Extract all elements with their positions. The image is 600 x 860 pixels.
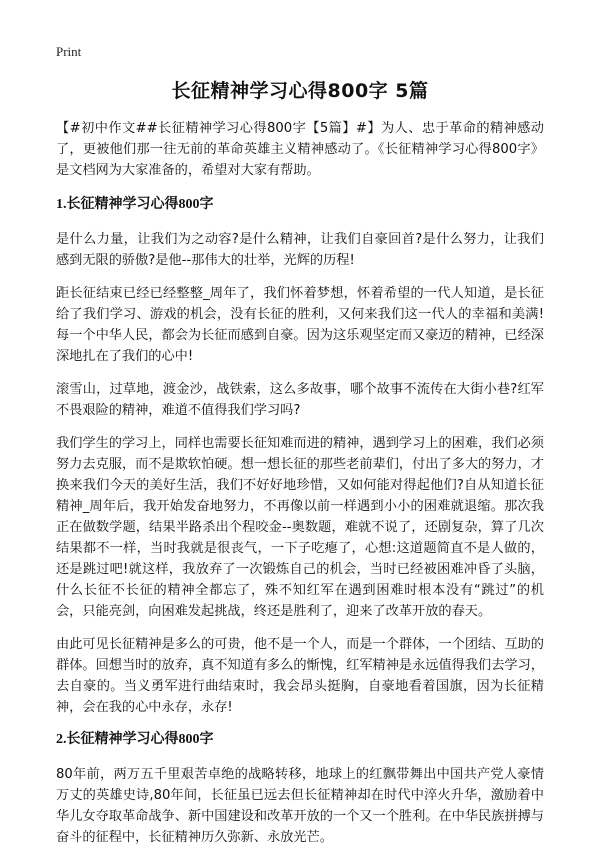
section-1-paragraph: 由此可见长征精神是多么的可贵，他不是一个人，而是一个群体，一个团结、互助的群体。回想当时的放弃，真不知道有多么的惭愧，红军精神是永远值得我们去学习，去自豪的。当义勇军进行曲结束时，我会昂头挺胸，自豪地看着国旗，因为长征精神，会在我的心中永存，永存! [56, 637, 544, 715]
section-1-paragraph: 我们学生的学习上，同样也需要长征知难而进的精神，遇到学习上的困难，我们必须努力去克服，而不是欺软怕硬。想一想长征的那些老前辈们，付出了多大的努力，才换来我们今天的美好生活，我们不好好地珍惜，又如何能对得起他们?自从知道长征精神_周年后，我开始发奋地努力，不再像以前一样遇到小小的困难就退缩。那次我正在做数学题，结果半路杀出个程咬金--奥数题，难就不说了，还剧复杂，算了几次结果都不一样，当时我就是很丧气，一下子吃瘪了，心想:这道题简直不是人做的，还是跳过吧!就这样，我放弃了一次锻炼自己的机会，当时已经被困难冲昏了头脑，什么长征不长征的精神全都忘了，殊不知红军在遇到困难时根本没有“跳过”的机会，只能亮剑，向困难发起挑战，终还是胜利了，迎来了改革开放的春天。 [56, 436, 544, 619]
section-1-paragraph: 距长征结束已经已经整整_周年了，我们怀着梦想，怀着希望的一代人知道，是长征给了我们学习、游戏的机会，没有长征的胜利，又何来我们这一代人的幸福和美满!每一个中华人民，都会为长征而感到自豪。因为这乐观坚定而又豪迈的精神，已经深深地扎在了我们的心中! [56, 286, 544, 364]
intro-paragraph: 【#初中作文##长征精神学习心得800字【5篇】#】为人、忠于革命的精神感动了，更被他们那一往无前的革命英雄主义精神感动了。《长征精神学习心得800字》是文档网为大家准备的，希望对大家有帮助。 [56, 121, 544, 178]
print-link[interactable]: Print [56, 44, 82, 59]
page-title: 长征精神学习心得800字 5篇 [171, 80, 429, 102]
section-1-paragraph: 是什么力量，让我们为之动容?是什么精神，让我们自豪回首?是什么努力，让我们感到无限的骄傲?是他--那伟大的壮举，光辉的历程! [56, 232, 544, 268]
document-body [56, 118, 544, 860]
section-1-paragraph: 滚雪山，过草地，渡金沙，战铁索，这么多故事，哪个故事不流传在大街小巷?红军不畏艰险的精神，难道不值得我们学习吗? [56, 382, 544, 418]
section-2-paragraph: 80年前，两万五千里艰苦卓绝的战略转移，地球上的红飘带舞出中国共产党人豪情万丈的英雄史诗,80年间，长征虽已远去但长征精神却在时代中淬火升华，激励着中华儿女夺取革命战争、新中国建设和改革开放的一个又一个胜利。在中华民族拼搏与奋斗的征程中，长征精神历久弥新、永放光芒。 [56, 767, 544, 845]
section-heading-2: 2.长征精神学习心得800字 [56, 732, 214, 747]
section-heading-1: 1.长征精神学习心得800字 [56, 197, 214, 212]
